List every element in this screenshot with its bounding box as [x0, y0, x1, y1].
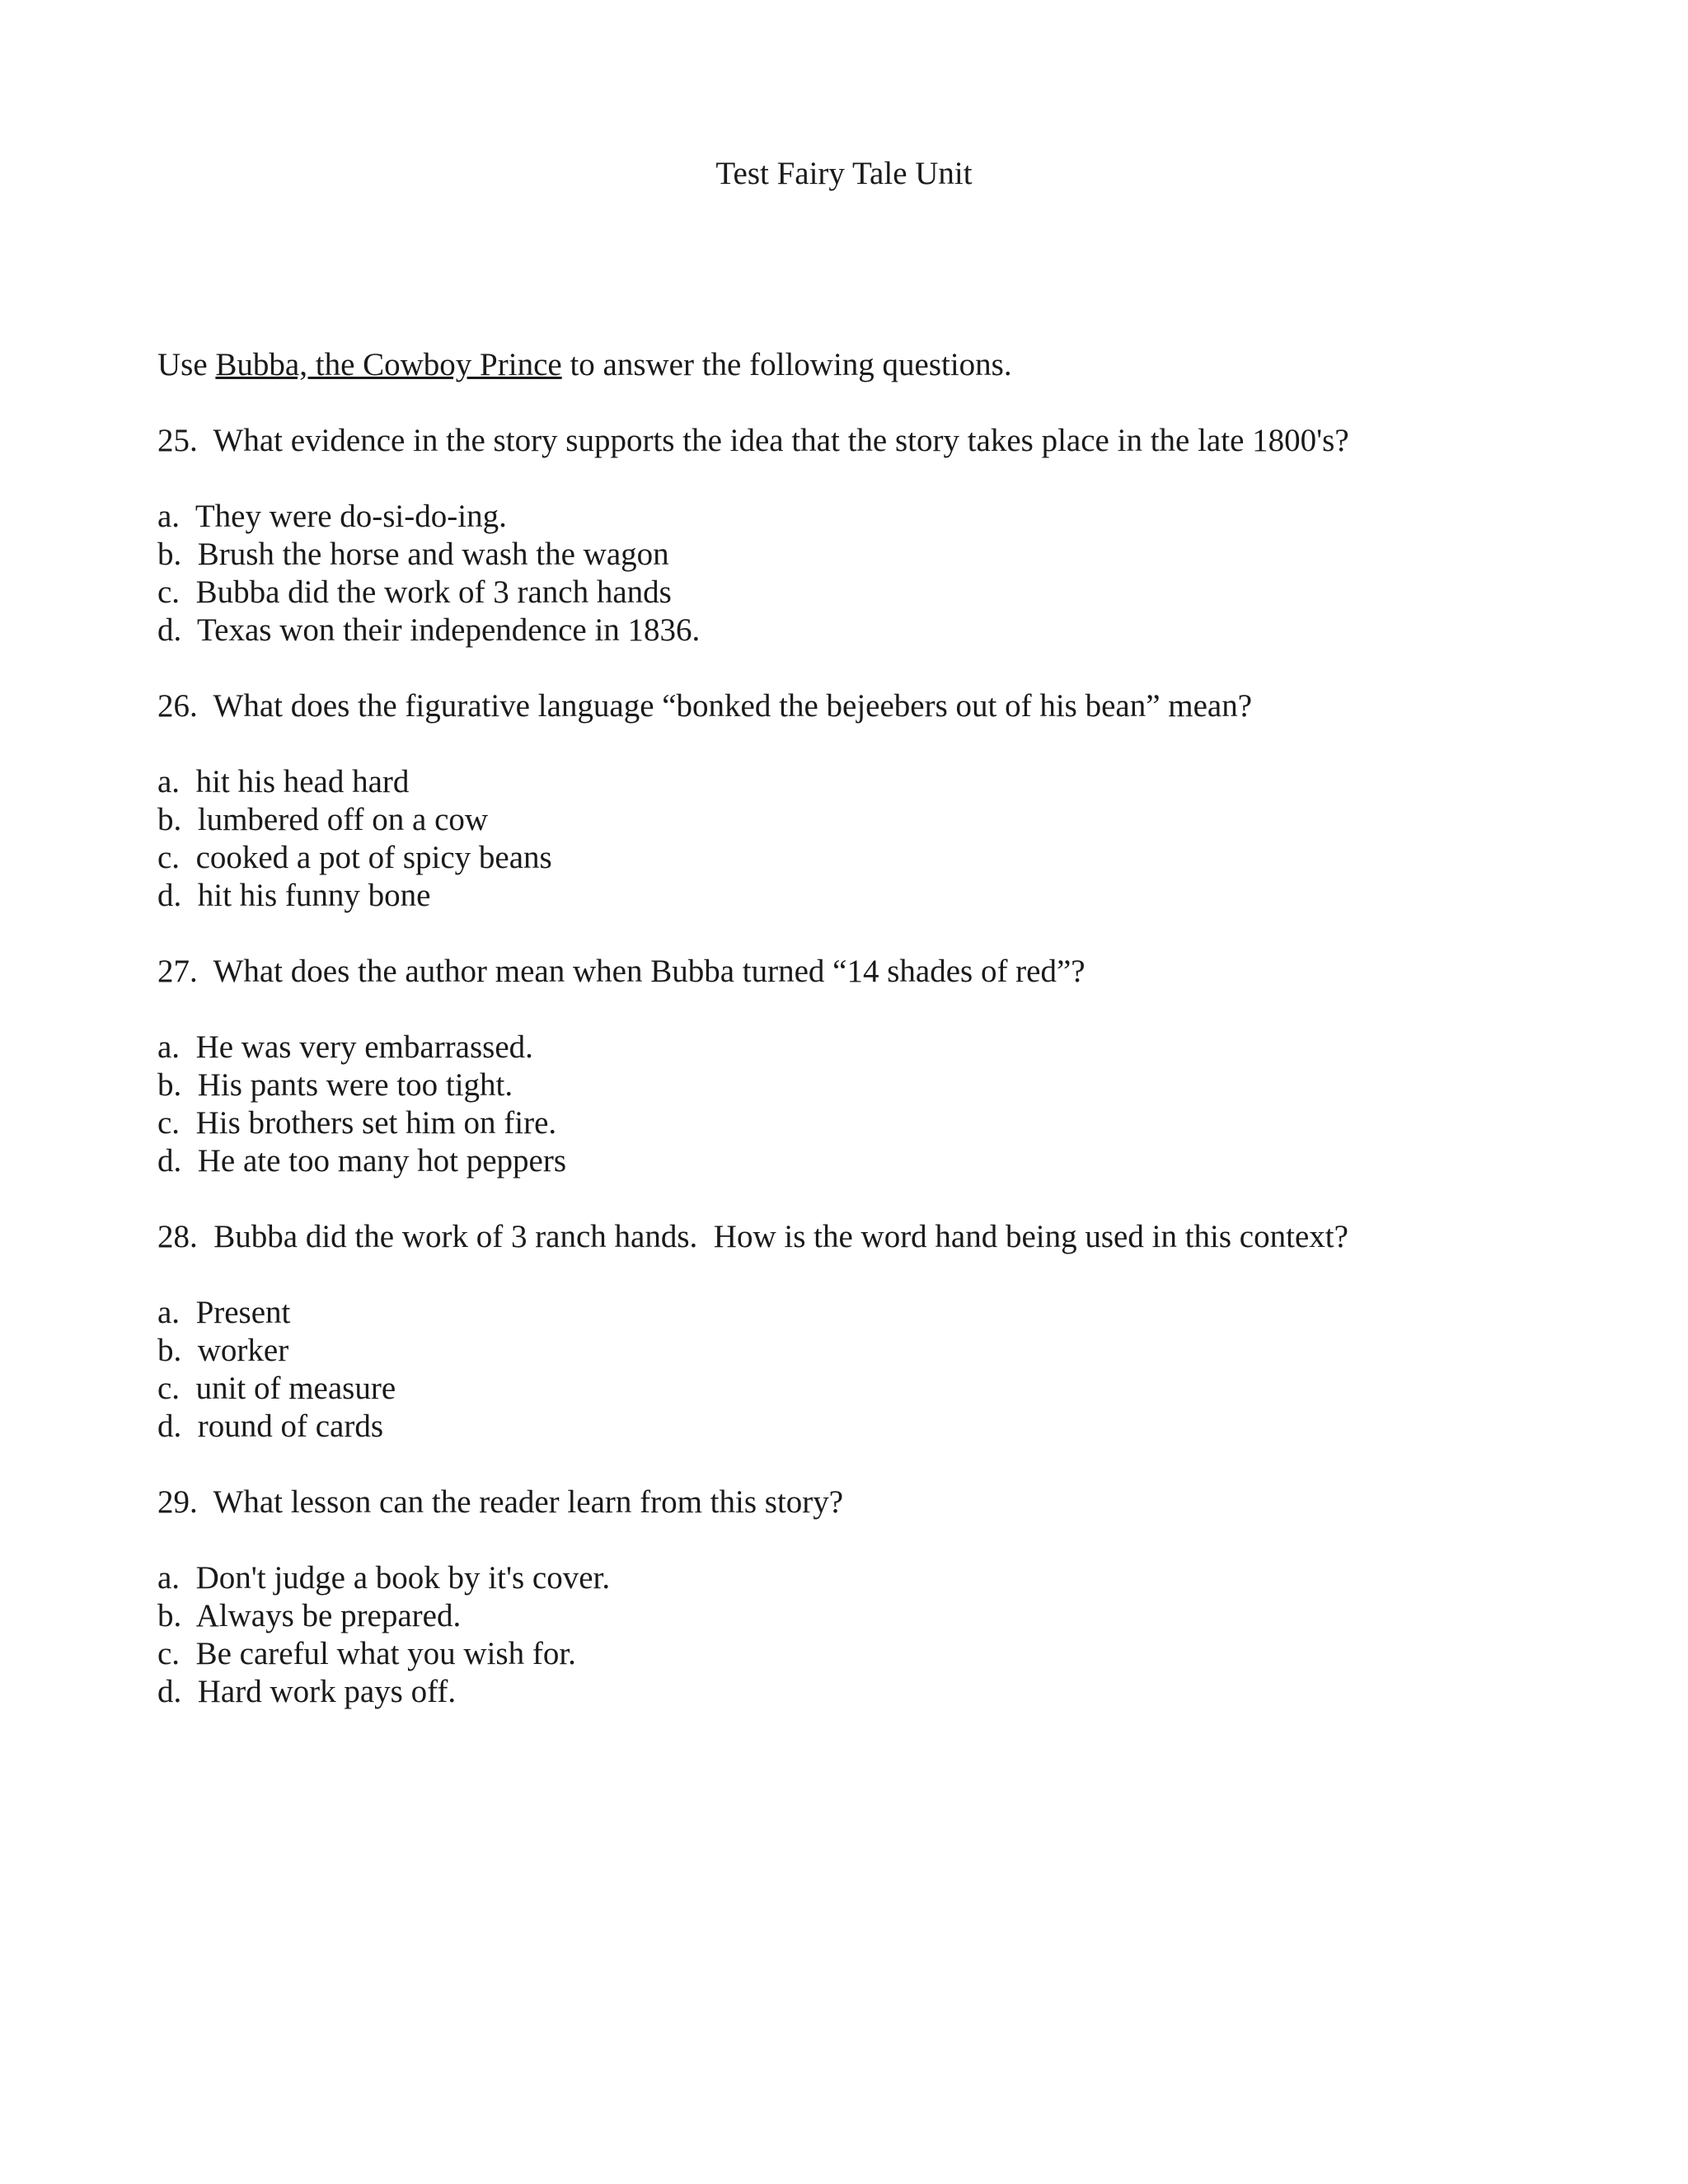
document-body: [157, 346, 1559, 1749]
option-letter: a.: [157, 499, 181, 534]
book-title: Bubba, the Cowboy Prince: [215, 347, 562, 382]
question-list: [157, 422, 1559, 1711]
option-letter: d.: [157, 1143, 182, 1179]
option-text: cooked a pot of spicy beans: [195, 840, 552, 875]
option-text: hit his funny bone: [197, 878, 431, 913]
option-text: Hard work pays off.: [197, 1674, 457, 1709]
option-text: hit his head hard: [195, 764, 410, 799]
answer-option: [157, 1597, 1559, 1635]
answer-options: [157, 1294, 1559, 1446]
option-letter: b.: [157, 1333, 182, 1368]
option-text: Brush the horse and wash the wagon: [197, 537, 669, 572]
option-letter: a.: [157, 1560, 181, 1596]
answer-option: [157, 877, 1559, 915]
option-letter: a.: [157, 764, 181, 799]
question-text: [157, 1483, 1559, 1521]
instructions-suffix: to answer the following questions.: [561, 347, 1012, 382]
question-prompt: What does the figurative language “bonked the bejeebers out of his bean” mean?: [213, 688, 1253, 724]
question-prompt: What evidence in the story supports the idea that the story takes place in the late 1800's?: [213, 423, 1349, 458]
answer-options: [157, 1029, 1559, 1180]
option-letter: a.: [157, 1295, 181, 1330]
answer-option: [157, 536, 1559, 574]
option-letter: c.: [157, 574, 181, 610]
option-letter: d.: [157, 1408, 182, 1444]
answer-option: [157, 1559, 1559, 1597]
option-text: Be careful what you wish for.: [195, 1636, 576, 1671]
option-letter: c.: [157, 1636, 181, 1671]
answer-option: [157, 839, 1559, 877]
question-28: [157, 1218, 1559, 1446]
answer-options: [157, 498, 1559, 649]
option-text: lumbered off on a cow: [197, 802, 489, 837]
answer-options: [157, 1559, 1559, 1711]
question-26: [157, 687, 1559, 915]
option-letter: a.: [157, 1029, 181, 1065]
option-text: worker: [197, 1333, 289, 1368]
question-number: 29.: [157, 1484, 198, 1520]
question-number: 26.: [157, 688, 198, 724]
question-29: [157, 1483, 1559, 1711]
answer-option: [157, 801, 1559, 839]
question-text: [157, 953, 1559, 991]
answer-option: [157, 612, 1559, 649]
option-letter: b.: [157, 1067, 182, 1103]
option-text: His pants were too tight.: [197, 1067, 513, 1103]
answer-option: [157, 1370, 1559, 1408]
option-text: He was very embarrassed.: [195, 1029, 533, 1065]
option-text: Don't judge a book by it's cover.: [195, 1560, 611, 1596]
answer-option: [157, 1408, 1559, 1446]
answer-option: [157, 1142, 1559, 1180]
option-letter: d.: [157, 612, 182, 648]
option-letter: b.: [157, 802, 182, 837]
question-text: [157, 1218, 1559, 1256]
question-number: 25.: [157, 423, 198, 458]
page-title: Test Fairy Tale Unit: [715, 156, 973, 191]
option-letter: c.: [157, 1105, 181, 1141]
question-text: [157, 687, 1559, 725]
answer-option: [157, 498, 1559, 536]
answer-option: [157, 1332, 1559, 1370]
question-27: [157, 953, 1559, 1180]
question-number: 27.: [157, 954, 198, 989]
answer-option: [157, 1029, 1559, 1066]
question-text: [157, 422, 1559, 460]
option-text: They were do-si-do-ing.: [195, 499, 507, 534]
answer-option: [157, 1635, 1559, 1673]
option-letter: c.: [157, 1371, 181, 1406]
question-prompt: What does the author mean when Bubba turned “14 shades of red”?: [213, 954, 1085, 989]
answer-option: [157, 763, 1559, 801]
option-letter: b.: [157, 1598, 182, 1633]
option-letter: b.: [157, 537, 182, 572]
question-25: [157, 422, 1559, 649]
option-text: Always be prepared.: [195, 1598, 462, 1633]
answer-options: [157, 763, 1559, 915]
answer-option: [157, 574, 1559, 612]
answer-option: [157, 1294, 1559, 1332]
option-text: His brothers set him on fire.: [195, 1105, 557, 1141]
question-prompt: What lesson can the reader learn from this story?: [213, 1484, 844, 1520]
question-number: 28.: [157, 1219, 198, 1254]
option-text: He ate too many hot peppers: [197, 1143, 567, 1179]
option-text: Bubba did the work of 3 ranch hands: [195, 574, 672, 610]
instructions-prefix: Use: [157, 347, 216, 382]
option-letter: d.: [157, 1674, 182, 1709]
question-prompt: Bubba did the work of 3 ranch hands. How is the word hand being used in this context?: [213, 1219, 1348, 1254]
option-text: unit of measure: [195, 1371, 396, 1406]
answer-option: [157, 1066, 1559, 1104]
option-text: Texas won their independence in 1836.: [197, 612, 701, 648]
option-letter: d.: [157, 878, 182, 913]
answer-option: [157, 1673, 1559, 1711]
answer-option: [157, 1104, 1559, 1142]
option-text: round of cards: [197, 1408, 384, 1444]
instructions: [157, 346, 1559, 384]
option-text: Present: [195, 1295, 291, 1330]
option-letter: c.: [157, 840, 181, 875]
